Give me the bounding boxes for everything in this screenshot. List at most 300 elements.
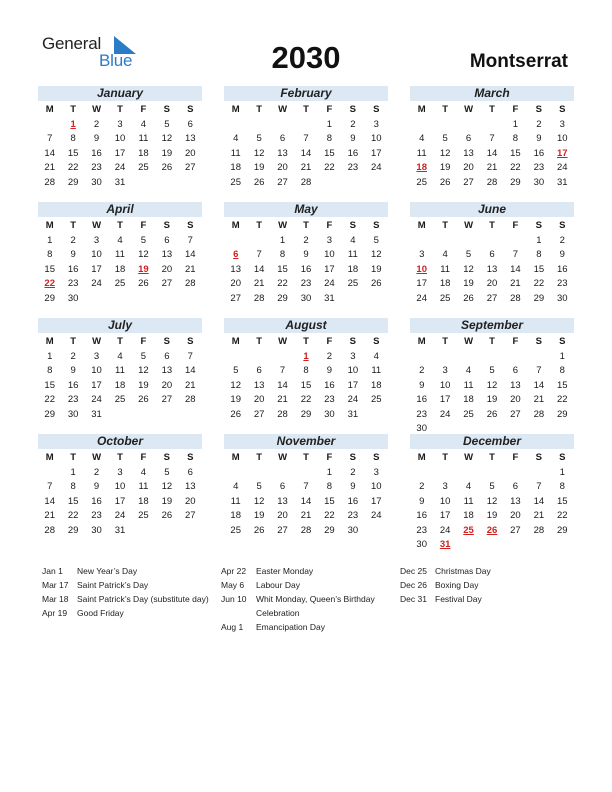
holiday-day: 1	[70, 118, 76, 130]
day: 4	[350, 234, 356, 246]
day: 5	[164, 466, 170, 478]
day: 25	[416, 176, 427, 188]
holiday-day: 26	[486, 524, 498, 536]
day: 22	[67, 510, 79, 521]
day-grid	[38, 219, 202, 306]
day: 29	[324, 524, 335, 536]
month-june	[410, 202, 574, 306]
day: 5	[140, 350, 147, 362]
day: 16	[416, 510, 427, 521]
empty-cell	[224, 118, 247, 133]
day: 29	[556, 408, 568, 420]
day: 7	[279, 365, 286, 376]
empty-cell	[410, 234, 433, 249]
day: 1	[70, 466, 76, 478]
day: 11	[440, 263, 451, 275]
weekday-header: W	[278, 336, 288, 347]
day: 13	[161, 365, 173, 376]
day: 12	[253, 147, 265, 159]
day: 11	[371, 365, 382, 376]
weekday-header: F	[140, 220, 147, 231]
day: 4	[140, 118, 147, 130]
empty-cell	[247, 118, 270, 133]
empty-cell	[457, 234, 480, 249]
month-name: May	[224, 202, 388, 217]
holiday-entry	[400, 579, 570, 593]
empty-cell	[480, 466, 503, 481]
day: 16	[324, 379, 335, 391]
empty-cell	[224, 234, 247, 249]
holiday-date: Jan 1	[42, 566, 63, 576]
weekday-header: F	[140, 336, 147, 347]
weekday-header: T	[70, 104, 77, 115]
day: 12	[463, 263, 474, 275]
day: 3	[373, 466, 379, 478]
day: 3	[326, 234, 333, 246]
day: 30	[300, 292, 312, 304]
weekday-header: M	[417, 452, 426, 463]
month-october	[38, 434, 202, 538]
day: 20	[230, 278, 241, 289]
weekday-header: T	[303, 452, 309, 463]
day: 8	[559, 481, 565, 492]
day: 17	[347, 379, 359, 391]
day: 6	[279, 133, 286, 144]
weekday-header: S	[559, 336, 566, 347]
day-grid	[38, 335, 202, 422]
day: 30	[347, 524, 359, 536]
weekday-header: F	[512, 452, 519, 463]
month-november	[224, 434, 388, 538]
day: 17	[324, 263, 335, 275]
weekday-header: M	[231, 336, 240, 347]
day: 17	[114, 495, 126, 507]
holiday-day: 25	[463, 524, 474, 536]
day: 26	[161, 162, 173, 173]
day: 11	[463, 495, 474, 507]
weekday-header: T	[303, 336, 309, 347]
day: 9	[93, 481, 100, 492]
month-december	[410, 434, 574, 553]
day: 1	[47, 234, 53, 246]
holiday-name: Festival Day	[435, 594, 482, 604]
day: 26	[486, 408, 498, 420]
day: 19	[230, 394, 241, 405]
day: 15	[324, 147, 335, 159]
day: 16	[347, 147, 359, 159]
day: 5	[164, 118, 170, 130]
day: 7	[256, 249, 262, 260]
holiday-day: 31	[439, 539, 451, 550]
day: 22	[533, 278, 545, 289]
day: 11	[230, 147, 241, 159]
weekday-header: S	[163, 452, 171, 463]
month-july	[38, 318, 202, 422]
day: 12	[439, 147, 451, 159]
day: 23	[347, 162, 359, 173]
day: 15	[324, 495, 335, 507]
month-january	[38, 86, 202, 190]
day: 28	[44, 524, 55, 536]
weekday-header: T	[256, 220, 263, 231]
weekday-header: T	[442, 336, 449, 347]
day: 27	[463, 176, 474, 188]
day: 19	[253, 162, 265, 173]
day: 3	[350, 350, 356, 362]
day: 27	[230, 292, 241, 304]
day: 4	[233, 481, 239, 492]
day: 17	[91, 263, 102, 275]
month-name: November	[224, 434, 388, 449]
day: 27	[184, 510, 196, 521]
day: 3	[419, 249, 425, 260]
day: 29	[67, 176, 79, 188]
day: 1	[47, 350, 53, 362]
weekday-header: W	[278, 220, 288, 231]
weekday-header: W	[92, 336, 102, 347]
day: 10	[324, 249, 335, 260]
day: 2	[70, 234, 76, 246]
day: 25	[370, 394, 382, 405]
day: 12	[253, 495, 265, 507]
month-name: December	[410, 434, 574, 449]
logo-word-general: General	[42, 34, 102, 53]
day: 28	[300, 176, 312, 188]
weekday-header: W	[92, 220, 102, 231]
day: 11	[230, 495, 241, 507]
holiday-date: Apr 19	[42, 608, 68, 618]
empty-cell	[224, 350, 247, 365]
holiday-date: May 6	[221, 580, 245, 590]
holiday-entry	[400, 593, 570, 607]
day: 10	[114, 133, 126, 144]
day: 11	[463, 379, 474, 391]
holiday-name: Saint Patrick’s Day	[77, 580, 149, 590]
day: 13	[277, 495, 288, 507]
day: 3	[442, 481, 448, 492]
day: 1	[279, 234, 286, 246]
day: 27	[161, 278, 173, 289]
day: 16	[91, 495, 102, 507]
day: 22	[556, 510, 568, 521]
day: 21	[277, 394, 288, 405]
day: 27	[253, 408, 265, 420]
day: 30	[416, 423, 427, 434]
weekday-header: S	[349, 336, 357, 347]
weekday-header: S	[163, 220, 171, 231]
holiday-entry	[221, 593, 391, 620]
day: 11	[138, 481, 149, 492]
weekday-header: F	[326, 336, 333, 347]
day: 4	[373, 350, 379, 362]
day: 4	[419, 133, 425, 144]
holiday-date: Apr 22	[221, 566, 247, 576]
day: 21	[300, 162, 312, 173]
day: 16	[300, 263, 312, 275]
day: 22	[510, 162, 521, 173]
day: 20	[510, 394, 521, 405]
day: 22	[324, 510, 335, 521]
day: 21	[533, 394, 545, 405]
day: 28	[184, 278, 196, 289]
weekday-header: M	[45, 336, 54, 347]
month-name: July	[38, 318, 202, 333]
empty-cell	[410, 118, 433, 133]
weekday-header: T	[442, 104, 449, 115]
empty-cell	[433, 466, 456, 481]
day: 5	[233, 365, 239, 376]
day: 17	[370, 147, 382, 159]
day: 23	[533, 162, 545, 173]
empty-cell	[504, 350, 527, 365]
weekday-header: T	[117, 220, 123, 231]
day: 10	[439, 379, 451, 391]
day: 27	[510, 524, 521, 536]
weekday-header: T	[70, 220, 77, 231]
weekday-header: S	[373, 336, 380, 347]
day-grid	[224, 219, 388, 306]
day: 24	[370, 510, 382, 521]
day: 10	[439, 495, 451, 507]
day: 8	[47, 365, 53, 376]
holiday-date: Dec 25	[400, 566, 427, 576]
day: 12	[370, 249, 382, 260]
day: 6	[256, 365, 262, 376]
day: 18	[230, 510, 241, 521]
day: 25	[347, 278, 359, 289]
day: 9	[350, 481, 356, 492]
day: 13	[184, 133, 196, 144]
weekday-header: S	[163, 336, 171, 347]
weekday-header: M	[417, 220, 426, 231]
day: 5	[489, 365, 495, 376]
day: 24	[439, 408, 451, 420]
weekday-header: T	[303, 220, 309, 231]
day: 23	[67, 278, 79, 289]
day: 8	[70, 481, 76, 492]
month-september	[410, 318, 574, 437]
day: 21	[44, 162, 55, 173]
holiday-column-1	[42, 565, 212, 621]
weekday-header: T	[256, 452, 263, 463]
day: 25	[230, 524, 241, 536]
weekday-header: W	[464, 220, 474, 231]
weekday-header: T	[442, 220, 449, 231]
day: 9	[326, 365, 333, 376]
holiday-entry	[221, 621, 391, 635]
holiday-column-2	[221, 565, 391, 635]
day: 2	[419, 481, 425, 492]
day: 31	[91, 408, 102, 420]
day: 28	[510, 292, 521, 304]
day: 15	[277, 263, 288, 275]
day: 21	[44, 510, 55, 521]
weekday-header: S	[559, 452, 566, 463]
holiday-name: Boxing Day	[435, 580, 479, 590]
day: 21	[486, 162, 498, 173]
day: 29	[67, 524, 79, 536]
day: 9	[70, 365, 76, 376]
day: 3	[117, 466, 123, 478]
day: 26	[253, 176, 265, 188]
day: 12	[230, 379, 241, 391]
weekday-header: W	[278, 104, 288, 115]
day: 13	[161, 249, 173, 260]
day: 2	[93, 118, 100, 130]
empty-cell	[504, 234, 527, 249]
weekday-header: S	[163, 104, 171, 115]
day: 2	[303, 234, 309, 246]
holiday-date: Mar 17	[42, 580, 69, 590]
day: 20	[277, 510, 288, 521]
day: 18	[138, 147, 149, 159]
day: 23	[324, 394, 335, 405]
day: 18	[463, 394, 474, 405]
month-may	[224, 202, 388, 306]
day: 1	[559, 350, 565, 362]
day: 4	[442, 249, 448, 260]
month-name: June	[410, 202, 574, 217]
day: 27	[510, 408, 521, 420]
day: 26	[439, 176, 451, 188]
empty-cell	[457, 118, 480, 133]
holiday-name: Whit Monday, Queen’s Birthday Celebration	[256, 594, 375, 618]
day: 23	[67, 394, 79, 405]
weekday-header: T	[303, 104, 309, 115]
day: 9	[303, 249, 309, 260]
day: 13	[253, 379, 265, 391]
month-name: October	[38, 434, 202, 449]
day: 28	[44, 176, 55, 188]
day: 26	[370, 278, 382, 289]
day: 4	[117, 234, 123, 246]
day: 13	[510, 379, 521, 391]
holiday-entry	[42, 565, 212, 579]
day: 14	[486, 147, 498, 159]
weekday-header: M	[417, 336, 426, 347]
day: 2	[559, 234, 565, 246]
day: 6	[187, 118, 193, 130]
month-name: January	[38, 86, 202, 101]
month-name: April	[38, 202, 202, 217]
day: 31	[556, 176, 568, 188]
day: 15	[44, 263, 55, 275]
weekday-header: S	[187, 220, 194, 231]
day: 8	[70, 133, 76, 144]
day: 20	[277, 162, 288, 173]
day: 14	[300, 495, 312, 507]
day: 1	[536, 234, 542, 246]
day: 8	[47, 249, 53, 260]
day: 15	[44, 379, 55, 391]
empty-cell	[433, 350, 456, 365]
day: 20	[184, 495, 196, 507]
day: 22	[44, 394, 55, 405]
day: 29	[300, 408, 312, 420]
weekday-header: S	[535, 336, 543, 347]
day: 2	[93, 466, 100, 478]
day-grid	[410, 335, 574, 437]
day: 31	[114, 524, 126, 536]
day: 8	[512, 133, 519, 144]
day: 9	[419, 379, 425, 391]
day: 9	[559, 249, 565, 260]
day: 9	[419, 495, 425, 507]
day: 28	[533, 408, 545, 420]
day: 22	[300, 394, 312, 405]
day: 20	[486, 278, 498, 289]
holiday-name: Saint Patrick’s Day (substitute day)	[77, 594, 209, 604]
day: 18	[114, 263, 126, 275]
holiday-date: Aug 1	[221, 621, 244, 632]
day: 1	[326, 118, 333, 130]
day: 19	[161, 147, 173, 159]
day-grid	[38, 103, 202, 190]
empty-cell	[38, 466, 61, 481]
weekday-header: M	[45, 220, 54, 231]
day: 24	[439, 524, 451, 536]
weekday-header: S	[349, 452, 357, 463]
day: 12	[486, 379, 498, 391]
day: 16	[347, 495, 359, 507]
day: 7	[47, 481, 53, 492]
day: 25	[114, 394, 126, 405]
day: 19	[486, 394, 498, 405]
weekday-header: S	[373, 220, 380, 231]
day: 13	[230, 263, 241, 275]
weekday-header: T	[489, 104, 495, 115]
day: 30	[324, 408, 335, 420]
weekday-header: S	[535, 220, 543, 231]
weekday-header: W	[464, 104, 474, 115]
holiday-name: Good Friday	[77, 608, 124, 618]
day-grid	[410, 103, 574, 190]
empty-cell	[433, 234, 456, 249]
day: 8	[536, 249, 542, 260]
day: 2	[350, 466, 356, 478]
day: 27	[161, 394, 173, 405]
day: 22	[277, 278, 288, 289]
day: 7	[489, 133, 495, 144]
day: 31	[114, 176, 126, 188]
day: 6	[279, 481, 286, 492]
weekday-header: W	[92, 452, 102, 463]
holiday-date: Dec 31	[400, 594, 427, 604]
day: 11	[416, 147, 427, 159]
day: 4	[233, 133, 239, 144]
day: 3	[117, 118, 123, 130]
empty-cell	[294, 466, 317, 481]
day: 7	[187, 350, 193, 362]
day: 24	[347, 394, 359, 405]
day: 19	[439, 162, 451, 173]
day: 17	[416, 278, 427, 289]
holiday-name: Easter Monday	[256, 566, 314, 576]
day: 13	[510, 495, 521, 507]
day: 23	[91, 510, 102, 521]
day: 18	[347, 263, 359, 275]
day-grid	[410, 451, 574, 553]
empty-cell	[410, 350, 433, 365]
day: 25	[439, 292, 451, 304]
holiday-entry	[42, 607, 212, 621]
weekday-header: W	[92, 104, 102, 115]
day: 26	[253, 524, 265, 536]
day: 18	[463, 510, 474, 521]
day: 25	[463, 408, 474, 420]
holiday-name: Christmas Day	[435, 566, 491, 576]
day: 26	[463, 292, 474, 304]
